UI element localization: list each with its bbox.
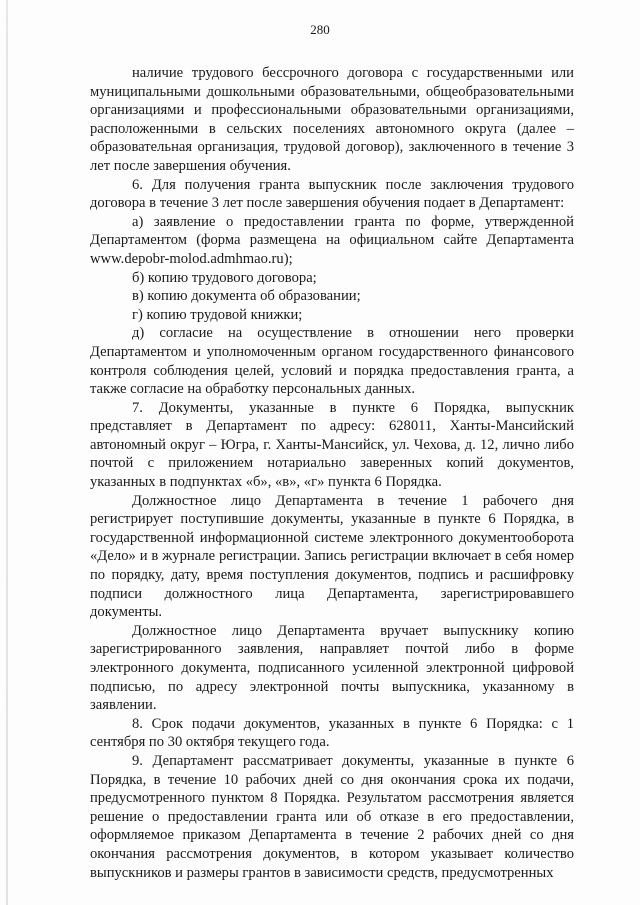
subitem-d: д) согласие на осуществление в отношении него проверки Департаментом и уполномоченным органом государственного финансового контроля соблюдения целей, условий и порядка предоставления гранта, а также согласие на обработку персональных данных. [90, 325, 574, 398]
subitem-v: в) копию документа об образовании; [132, 288, 361, 305]
paragraph-requirement-continuation: наличие трудового бессрочного договора с государственными или муниципальными дошкольными образовательными, общеобразовательными организациями и профессиональными образовательными организациями, расположенными в сельских поселениях автономного округа (далее – образовательная организация, трудовой договор), заключенного в течение 3 лет после завершения обучения. [90, 65, 574, 174]
subitem-b: б) копию трудового договора; [132, 269, 317, 286]
document-body [90, 64, 574, 882]
paragraph-registration: Должностное лицо Департамента в течение 1 рабочего дня регистрирует поступившие документы, указанные в пункте 6 Порядка, в государственной информационной системе электронного документооборота «Дело» и в журнале регистрации. Запись регистрации включает в себя номер по порядку, дату, время поступления документов, подпись и расшифровку подписи должностного лица Департамента, зарегистрировавшего документы. [90, 492, 574, 621]
paragraph-item-9: 9. Департамент рассматривает документы, указанные в пункте 6 Порядка, в течение 10 рабочих дней со дня окончания срока их подачи, предусмотренного пунктом 8 Порядка. Результатом рассмотрения является решение о предоставлении гранта или об отказе в его предоставлении, оформляемое приказом Департамента в течение 2 рабочих дней со дня окончания рассмотрения документов, в котором указывает количество выпускников и размеры грантов в зависимости средств, предусмотренных [90, 752, 574, 881]
paragraph-copy-delivery: Должностное лицо Департамента вручает выпускнику копию зарегистрированного заявления, направляет почтой либо в форме электронного документа, подписанного усиленной электронной цифровой подписью, по адресу электронной почты выпускника, указанному в заявлении. [90, 622, 574, 714]
paragraph-item-8: 8. Срок подачи документов, указанных в пункте 6 Порядка: с 1 сентября по 30 октября текущего года. [90, 715, 574, 751]
subitem-a: а) заявление о предоставлении гранта по форме, утвержденной Департаментом (форма размещена на официальном сайте Департамента www.depobr-molod.admhmao.ru); [90, 213, 574, 267]
scan-edge [6, 0, 8, 905]
subitem-g: г) копию трудовой книжки; [132, 306, 303, 323]
page-number: 280 [310, 22, 330, 37]
paragraph-item-6: 6. Для получения гранта выпускник после заключения трудового договора в течение 3 лет после завершения обучения подает в Департамент: [90, 176, 574, 212]
paragraph-item-7: 7. Документы, указанные в пункте 6 Порядка, выпускник представляет в Департамент по адресу: 628011, Ханты-Мансийский автономный округ – Югра, г. Ханты-Мансийск, ул. Чехова, д. 12, лично либо почтой с приложением нотариально заверенных копий документов, указанных в подпунктах «б», «в», «г» пункта 6 Порядка. [90, 399, 574, 491]
